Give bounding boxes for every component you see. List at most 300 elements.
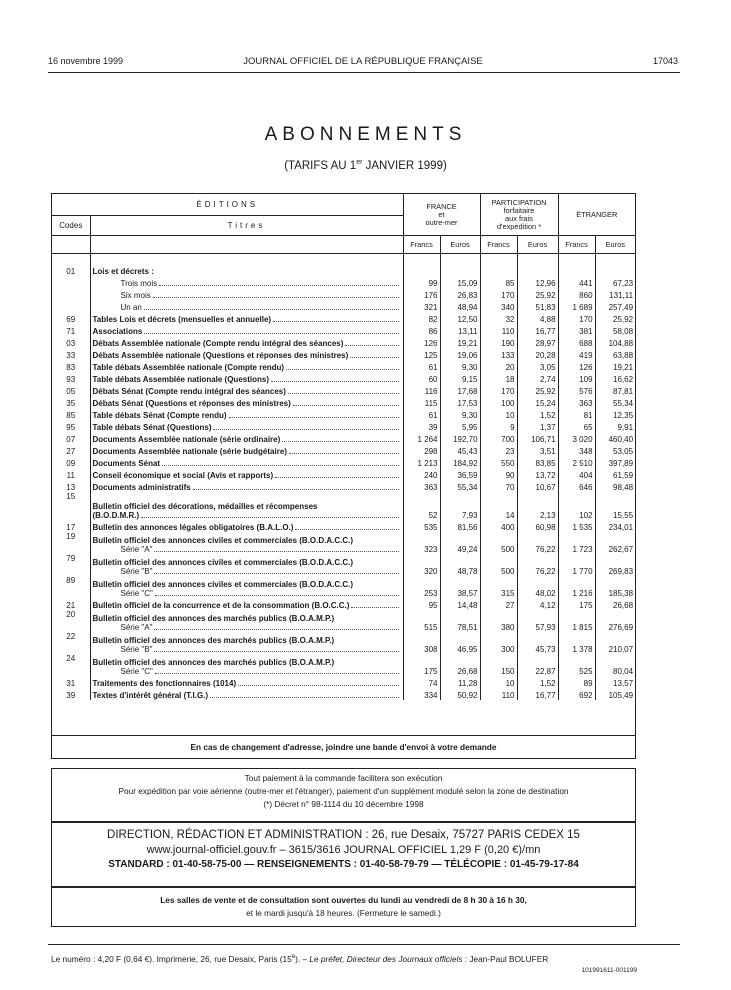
price-cell-pa-f	[480, 264, 517, 276]
price-cell-et-e: 262,67	[595, 532, 635, 554]
price-cell-fr-f: 39	[403, 420, 440, 432]
price-cell-pa-e	[517, 264, 558, 276]
price-cell-pa-f: 500	[480, 554, 517, 576]
price-cell-fr-f: 95	[403, 598, 440, 610]
price-cell-fr-f: 116	[403, 384, 440, 396]
price-cell-fr-e: 81,56	[440, 520, 480, 532]
price-cell-fr-f: 298	[403, 444, 440, 456]
price-cell-pa-f: 23	[480, 444, 517, 456]
price-cell-et-e: 131,11	[595, 288, 635, 300]
price-cell-fr-f: 363	[403, 480, 440, 492]
table-row	[52, 632, 635, 654]
price-cell-pa-e: 106,71	[517, 432, 558, 444]
price-cell-et-f: 576	[558, 384, 595, 396]
price-cell-et-f: 1 216	[558, 576, 595, 598]
price-cell-fr-e: 9,30	[440, 408, 480, 420]
price-cell-pa-e: 1,52	[517, 408, 558, 420]
table-row	[52, 576, 635, 598]
price-cell-et-f: 381	[558, 324, 595, 336]
table-row	[52, 408, 635, 420]
row-title: Associations	[90, 324, 403, 336]
price-cell-fr-e: 9,30	[440, 360, 480, 372]
price-cell-pa-f: 14	[480, 492, 517, 520]
price-cell-et-f: 348	[558, 444, 595, 456]
price-cell-pa-e: 4,88	[517, 312, 558, 324]
row-code: 89	[66, 576, 76, 585]
price-cell-fr-f: 52	[403, 492, 440, 520]
row-code	[52, 276, 90, 288]
price-cell-et-f: 525	[558, 654, 595, 676]
price-cell-et-e: 87,81	[595, 384, 635, 396]
price-cell-et-f: 170	[558, 312, 595, 324]
price-cell-et-f: 175	[558, 598, 595, 610]
titres-header: Titres	[90, 216, 403, 236]
table-row	[52, 360, 635, 372]
price-cell-et-e: 210,07	[595, 632, 635, 654]
price-cell-pa-e: 2,13	[517, 492, 558, 520]
price-cell-pa-e: 4,12	[517, 598, 558, 610]
price-cell-pa-e: 15,24	[517, 396, 558, 408]
row-code: 83	[66, 363, 76, 372]
price-cell-fr-f: 320	[403, 554, 440, 576]
price-cell-fr-e: 13,11	[440, 324, 480, 336]
price-cell-fr-e: 48,78	[440, 554, 480, 576]
table-row	[52, 432, 635, 444]
price-cell-et-e: 9,91	[595, 420, 635, 432]
price-cell-pa-e: 12,96	[517, 276, 558, 288]
price-cell-fr-e: 36,59	[440, 468, 480, 480]
price-cell-fr-e: 17,68	[440, 384, 480, 396]
price-cell-pa-e: 3,05	[517, 360, 558, 372]
price-cell-pa-e: 16,77	[517, 688, 558, 700]
price-cell-pa-e: 76,22	[517, 532, 558, 554]
row-title: Bulletin officiel des annonces civiles et commerciales (B.O.D.A.C.C.) Série "C"	[90, 576, 403, 598]
table-row	[52, 654, 635, 676]
row-title: Textes d'intérêt général (T.I.G.)	[90, 688, 403, 700]
price-cell-pa-f: 315	[480, 576, 517, 598]
price-cell-pa-f: 90	[480, 468, 517, 480]
price-cell-fr-f: 61	[403, 360, 440, 372]
price-cell-pa-e: 1,37	[517, 420, 558, 432]
price-cell-fr-e: 55,34	[440, 480, 480, 492]
etranger-header: ÉTRANGER	[558, 194, 635, 236]
price-cell-fr-e	[440, 264, 480, 276]
price-cell-fr-f: 60	[403, 372, 440, 384]
row-code: 27	[66, 447, 76, 456]
table-header-row	[52, 194, 635, 216]
price-cell-fr-f: 74	[403, 676, 440, 688]
row-title: Lois et décrets :	[90, 264, 403, 276]
price-cell-pa-e: 25,92	[517, 384, 558, 396]
price-cell-pa-f: 700	[480, 432, 517, 444]
price-cell-pa-f: 18	[480, 372, 517, 384]
price-cell-pa-e: 51,83	[517, 300, 558, 312]
row-title: Table débats Sénat (Questions)	[90, 420, 403, 432]
price-cell-pa-f: 10	[480, 408, 517, 420]
price-cell-pa-e: 22,87	[517, 654, 558, 676]
price-cell-pa-f: 27	[480, 598, 517, 610]
price-cell-pa-f: 100	[480, 396, 517, 408]
row-title: Bulletin officiel des annonces des marchés publics (B.O.A.M.P.) Série "A"	[90, 610, 403, 632]
price-cell-et-f: 126	[558, 360, 595, 372]
price-cell-pa-e: 60,98	[517, 520, 558, 532]
price-cell-et-e: 63,88	[595, 348, 635, 360]
row-code: 13	[66, 483, 76, 492]
row-code: 31	[66, 679, 76, 688]
price-cell-pa-e: 20,28	[517, 348, 558, 360]
price-cell-et-f: 692	[558, 688, 595, 700]
row-title: Débats Assemblée nationale (Questions et réponses des ministres)	[90, 348, 403, 360]
table-row	[52, 610, 635, 632]
price-cell-et-f: 1 689	[558, 300, 595, 312]
participation-header: PARTICIPATION forfaitaire aux frais d'expédition *	[480, 194, 558, 236]
journal-title: JOURNAL OFFICIEL DE LA RÉPUBLIQUE FRANÇAISE	[243, 56, 483, 67]
row-code: 79	[66, 554, 76, 563]
row-title: Table débats Sénat (Compte rendu)	[90, 408, 403, 420]
price-cell-et-f	[558, 264, 595, 276]
footer-rule	[48, 944, 680, 945]
price-cell-fr-e: 12,50	[440, 312, 480, 324]
price-cell-fr-e: 9,15	[440, 372, 480, 384]
tariff-table-box	[51, 193, 636, 736]
row-code: 85	[66, 411, 76, 420]
price-cell-et-f: 89	[558, 676, 595, 688]
footer-imprint: Le numéro : 4,20 F (0,64 €). Imprimerie, 26, rue Desaix, Paris (15e). – Le préfet, Directeur des Journaux officiels : Jean-Paul BOLUFER	[51, 954, 549, 964]
price-cell-pa-f: 190	[480, 336, 517, 348]
direction-phones: STANDARD : 01-40-58-75-00 — RENSEIGNEMENTS : 01-40-58-79-79 — TÉLÉCOPIE : 01-45-79-17-84	[108, 859, 579, 870]
table-row	[52, 300, 635, 312]
price-cell-pa-f: 500	[480, 532, 517, 554]
table-row	[52, 276, 635, 288]
france-francs-header: Francs	[403, 236, 440, 254]
price-cell-pa-f: 340	[480, 300, 517, 312]
row-title: Six mois	[90, 288, 403, 300]
price-cell-et-f: 109	[558, 372, 595, 384]
row-title: Traitements des fonctionnaires (1014)	[90, 676, 403, 688]
price-cell-et-e: 53,05	[595, 444, 635, 456]
price-cell-pa-e: 57,93	[517, 610, 558, 632]
price-cell-et-f: 688	[558, 336, 595, 348]
row-title: Bulletin officiel des annonces des marchés publics (B.O.A.M.P.) Série "C"	[90, 654, 403, 676]
price-cell-pa-e: 76,22	[517, 554, 558, 576]
price-cell-fr-e: 14,48	[440, 598, 480, 610]
row-title: Conseil économique et social (Avis et rapports)	[90, 468, 403, 480]
price-cell-et-e: 25,92	[595, 312, 635, 324]
price-cell-et-e: 269,83	[595, 554, 635, 576]
row-code	[52, 300, 90, 312]
table-row	[52, 480, 635, 492]
price-cell-fr-e: 7,93	[440, 492, 480, 520]
price-cell-fr-f: 323	[403, 532, 440, 554]
price-cell-fr-f: 253	[403, 576, 440, 598]
price-cell-pa-f: 20	[480, 360, 517, 372]
price-cell-et-e: 16,62	[595, 372, 635, 384]
price-cell-et-e: 104,88	[595, 336, 635, 348]
row-code: 17	[66, 523, 76, 532]
direction-info	[51, 822, 636, 887]
row-title: Table débats Assemblée nationale (Questions)	[90, 372, 403, 384]
price-cell-et-e: 98,48	[595, 480, 635, 492]
price-cell-et-e: 185,38	[595, 576, 635, 598]
row-code: 20	[66, 610, 76, 619]
table-row	[52, 456, 635, 468]
row-code: 07	[66, 435, 76, 444]
price-cell-pa-e: 28,97	[517, 336, 558, 348]
table-row	[52, 468, 635, 480]
editions-header: ÉDITIONS	[52, 194, 403, 216]
table-row	[52, 396, 635, 408]
price-cell-fr-f: 115	[403, 396, 440, 408]
table-row	[52, 312, 635, 324]
price-cell-fr-f: 175	[403, 654, 440, 676]
price-cell-fr-f: 61	[403, 408, 440, 420]
row-title: Débats Assemblée nationale (Compte rendu intégral des séances)	[90, 336, 403, 348]
price-cell-et-e: 26,68	[595, 598, 635, 610]
table-row	[52, 348, 635, 360]
table-row	[52, 384, 635, 396]
price-cell-fr-e: 19,06	[440, 348, 480, 360]
price-cell-fr-e: 26,68	[440, 654, 480, 676]
price-cell-et-f: 1 770	[558, 554, 595, 576]
price-cell-et-f: 65	[558, 420, 595, 432]
page-title: ABONNEMENTS	[264, 124, 467, 145]
participation-euros-header: Euros	[517, 236, 558, 254]
row-code: 33	[66, 351, 76, 360]
table-row	[52, 444, 635, 456]
table-row	[52, 520, 635, 532]
price-cell-fr-f: 321	[403, 300, 440, 312]
price-cell-pa-e: 1,52	[517, 676, 558, 688]
row-title: Débats Sénat (Compte rendu intégral des séances)	[90, 384, 403, 396]
price-cell-et-f: 1 535	[558, 520, 595, 532]
price-cell-et-f: 2 510	[558, 456, 595, 468]
price-cell-pa-f: 380	[480, 610, 517, 632]
price-cell-et-e: 234,01	[595, 520, 635, 532]
price-cell-pa-e: 83,85	[517, 456, 558, 468]
row-title: Un an	[90, 300, 403, 312]
payment-line-1: Tout paiement à la commande facilitera son exécution	[244, 773, 443, 783]
price-cell-fr-f: 86	[403, 324, 440, 336]
row-title: Documents Sénat	[90, 456, 403, 468]
price-cell-fr-e: 26,83	[440, 288, 480, 300]
row-title: Documents Assemblée nationale (série ordinaire)	[90, 432, 403, 444]
direction-address: DIRECTION, RÉDACTION ET ADMINISTRATION : 26, rue Desaix, 75727 PARIS CEDEX 15	[107, 829, 580, 841]
row-code: 21	[66, 601, 76, 610]
price-cell-fr-f: 82	[403, 312, 440, 324]
price-cell-et-e: 105,49	[595, 688, 635, 700]
row-title: Bulletin des annonces légales obligatoires (B.A.L.O.)	[90, 520, 403, 532]
price-cell-fr-e: 17,53	[440, 396, 480, 408]
price-cell-et-f: 404	[558, 468, 595, 480]
row-title: Débats Sénat (Questions et réponses des ministres)	[90, 396, 403, 408]
price-cell-et-e	[595, 264, 635, 276]
row-title: Documents Assemblée nationale (série budgétaire)	[90, 444, 403, 456]
price-cell-fr-e: 5,95	[440, 420, 480, 432]
table-row	[52, 420, 635, 432]
table-row	[52, 492, 635, 520]
price-cell-et-f: 860	[558, 288, 595, 300]
price-cell-fr-e: 11,28	[440, 676, 480, 688]
row-code: 09	[66, 459, 76, 468]
row-code: 93	[66, 375, 76, 384]
row-code: 11	[66, 471, 75, 480]
table-row	[52, 264, 635, 276]
row-title: Table débats Assemblée nationale (Compte rendu)	[90, 360, 403, 372]
row-code: 39	[66, 691, 76, 700]
payment-line-2: Pour expédition par voie aérienne (outre-mer et l'étranger), paiement d'un supplément modulé selon la zone de destination	[118, 786, 569, 796]
price-cell-et-f: 3 020	[558, 432, 595, 444]
price-cell-et-e: 397,89	[595, 456, 635, 468]
page-header	[48, 56, 678, 70]
price-cell-et-f: 1 815	[558, 610, 595, 632]
etranger-euros-header: Euros	[595, 236, 635, 254]
price-cell-fr-f: 176	[403, 288, 440, 300]
price-cell-et-e: 58,08	[595, 324, 635, 336]
price-cell-fr-f: 334	[403, 688, 440, 700]
price-cell-pa-e: 3,51	[517, 444, 558, 456]
header-rule	[48, 72, 680, 73]
price-cell-et-f: 81	[558, 408, 595, 420]
row-code: 01	[66, 267, 76, 276]
price-cell-fr-e: 78,51	[440, 610, 480, 632]
price-cell-et-e: 67,23	[595, 276, 635, 288]
price-cell-et-e: 12,35	[595, 408, 635, 420]
participation-francs-header: Francs	[480, 236, 517, 254]
price-cell-fr-f: 240	[403, 468, 440, 480]
table-row	[52, 688, 635, 700]
row-code: 03	[66, 339, 76, 348]
price-cell-pa-e: 16,77	[517, 324, 558, 336]
france-header: FRANCE et outre-mer	[403, 194, 480, 236]
price-cell-fr-f: 125	[403, 348, 440, 360]
price-cell-pa-f: 9	[480, 420, 517, 432]
table-row	[52, 336, 635, 348]
page-subtitle: (TARIFS AU 1er JANVIER 1999)	[284, 159, 447, 172]
price-cell-fr-e: 15,09	[440, 276, 480, 288]
price-cell-et-e: 61,59	[595, 468, 635, 480]
price-cell-et-e: 15,55	[595, 492, 635, 520]
price-cell-fr-f: 308	[403, 632, 440, 654]
tariff-table	[52, 194, 635, 700]
price-cell-pa-e: 10,67	[517, 480, 558, 492]
row-code: 15	[66, 492, 76, 501]
price-cell-pa-f: 150	[480, 654, 517, 676]
table-row	[52, 532, 635, 554]
price-cell-fr-e: 50,92	[440, 688, 480, 700]
etranger-francs-header: Francs	[558, 236, 595, 254]
table-row	[52, 554, 635, 576]
decree-note: (*) Décret n° 98-1114 du 10 décembre 1998	[263, 799, 424, 809]
price-cell-pa-e: 48,02	[517, 576, 558, 598]
price-cell-fr-f	[403, 264, 440, 276]
price-cell-fr-e: 38,57	[440, 576, 480, 598]
price-cell-et-e: 55,34	[595, 396, 635, 408]
price-cell-et-e: 80,04	[595, 654, 635, 676]
price-cell-et-e: 460,40	[595, 432, 635, 444]
france-euros-header: Euros	[440, 236, 480, 254]
payment-info	[51, 768, 636, 822]
price-cell-et-f: 419	[558, 348, 595, 360]
price-cell-pa-f: 133	[480, 348, 517, 360]
opening-hours-line-1: Les salles de vente et de consultation sont ouvertes du lundi au vendredi de 8 h 30 à 16 h 30,	[160, 895, 527, 905]
price-cell-pa-e: 2,74	[517, 372, 558, 384]
address-change-notice	[51, 735, 636, 759]
price-cell-et-f: 363	[558, 396, 595, 408]
price-cell-fr-e: 46,95	[440, 632, 480, 654]
row-title: Bulletin officiel des annonces civiles et commerciales (B.O.D.A.C.C.) Série "A"	[90, 532, 403, 554]
price-cell-pa-f: 170	[480, 288, 517, 300]
price-cell-pa-e: 13,72	[517, 468, 558, 480]
price-cell-pa-f: 110	[480, 324, 517, 336]
row-title: Bulletin officiel de la concurrence et de la consommation (B.O.C.C.)	[90, 598, 403, 610]
price-cell-fr-e: 19,21	[440, 336, 480, 348]
row-title: Documents administratifs	[90, 480, 403, 492]
row-title: Tables Lois et décrets (mensuelles et annuelle)	[90, 312, 403, 324]
price-cell-et-f: 102	[558, 492, 595, 520]
row-code: 19	[66, 532, 76, 541]
row-code: 05	[66, 387, 76, 396]
price-cell-pa-e: 45,73	[517, 632, 558, 654]
currency-header-row	[52, 236, 635, 254]
price-cell-pa-f: 85	[480, 276, 517, 288]
price-cell-et-e: 19,21	[595, 360, 635, 372]
price-cell-fr-f: 1 264	[403, 432, 440, 444]
table-row	[52, 288, 635, 300]
price-cell-et-f: 646	[558, 480, 595, 492]
price-cell-pa-e: 25,92	[517, 288, 558, 300]
price-cell-et-e: 257,49	[595, 300, 635, 312]
row-code	[52, 288, 90, 300]
price-cell-et-f: 441	[558, 276, 595, 288]
table-row	[52, 676, 635, 688]
table-row	[52, 372, 635, 384]
opening-hours-line-2: et le mardi jusqu'à 18 heures. (Fermeture le samedi.)	[246, 908, 441, 918]
price-cell-fr-e: 192,70	[440, 432, 480, 444]
price-cell-fr-e: 184,92	[440, 456, 480, 468]
price-cell-et-e: 13,57	[595, 676, 635, 688]
price-cell-pa-f: 550	[480, 456, 517, 468]
codes-header: Codes	[52, 216, 90, 236]
opening-hours	[51, 887, 636, 927]
row-title: Bulletin officiel des décorations, médailles et récompenses (B.O.D.M.R.)	[90, 492, 403, 520]
price-cell-fr-f: 535	[403, 520, 440, 532]
price-cell-fr-f: 99	[403, 276, 440, 288]
price-cell-et-e: 276,69	[595, 610, 635, 632]
notice-text: En cas de changement d'adresse, joindre une bande d'envoi à votre demande	[190, 742, 497, 752]
issue-date: 16 novembre 1999	[48, 56, 124, 66]
row-code: 95	[66, 423, 76, 432]
page-number: 17043	[652, 56, 678, 66]
price-cell-fr-f: 126	[403, 336, 440, 348]
row-code: 22	[66, 632, 76, 641]
price-cell-pa-f: 110	[480, 688, 517, 700]
direction-web: www.journal-officiel.gouv.fr – 3615/3616 JOURNAL OFFICIEL 1,29 F (0,20 €)/mn	[146, 844, 541, 856]
price-cell-pa-f: 400	[480, 520, 517, 532]
price-cell-et-f: 1 723	[558, 532, 595, 554]
row-title: Bulletin officiel des annonces civiles et commerciales (B.O.D.A.C.C.) Série "B"	[90, 554, 403, 576]
price-cell-fr-f: 1 213	[403, 456, 440, 468]
price-cell-fr-e: 48,94	[440, 300, 480, 312]
price-cell-pa-f: 10	[480, 676, 517, 688]
row-code: 24	[66, 654, 76, 663]
row-code: 71	[66, 327, 76, 336]
row-code: 69	[66, 315, 76, 324]
row-title: Bulletin officiel des annonces des marchés publics (B.O.A.M.P.) Série "B"	[90, 632, 403, 654]
price-cell-pa-f: 70	[480, 480, 517, 492]
row-title: Trois mois	[90, 276, 403, 288]
price-cell-pa-f: 300	[480, 632, 517, 654]
price-cell-pa-f: 170	[480, 384, 517, 396]
